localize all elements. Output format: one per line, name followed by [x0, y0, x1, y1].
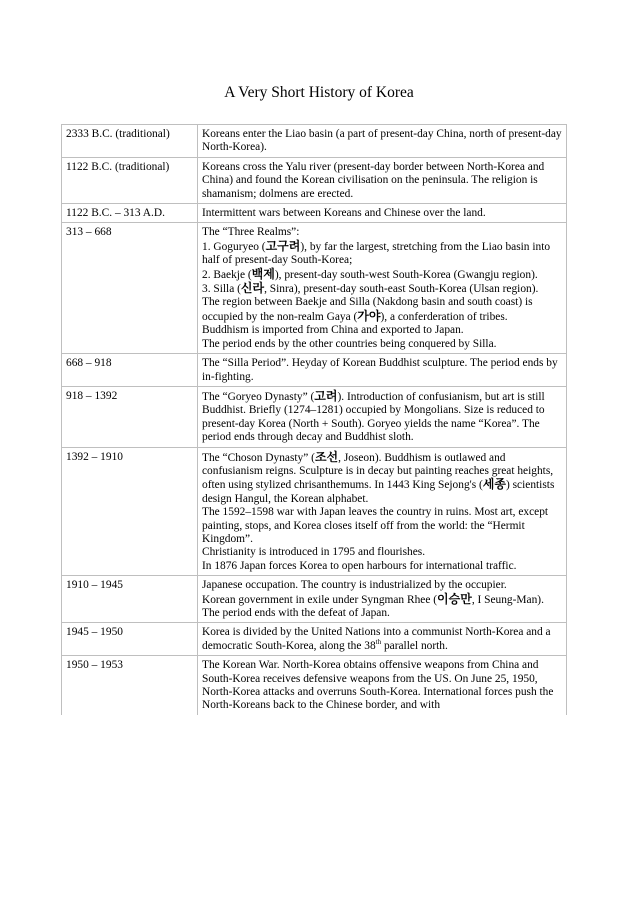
period-cell: 2333 B.C. (traditional) — [62, 125, 198, 158]
description-cell: Intermittent wars between Koreans and Chinese over the land. — [198, 204, 567, 223]
three-realms-tail: Buddhism is imported from China and exported to Japan. The period ends by the other countries being conquered by Silla. — [202, 324, 497, 350]
table-row — [62, 447, 567, 576]
korean-text: 백제 — [251, 266, 275, 281]
superscript: th — [375, 638, 382, 647]
table-row — [62, 157, 567, 203]
period-cell: 313 – 668 — [62, 223, 198, 354]
table-row — [62, 576, 567, 623]
period-cell: 1950 – 1953 — [62, 656, 198, 715]
text-fragment: , I Seung-Man). The period ends with the defeat of Japan. — [202, 593, 544, 619]
text-fragment: The “Choson Dynasty” ( — [202, 451, 315, 464]
description-cell — [198, 386, 567, 447]
korean-text: 신라 — [240, 281, 265, 296]
text-fragment: , Joseon). Buddhism is outlawed and confusianism reigns. Sculpture is in decay but painting reaches great heights, often using stylized chrisanthemums. In 1443 King Sejong's ( — [202, 451, 554, 492]
text-fragment: ) scientists design Hangul, the Korean alphabet. The 1592–1598 war with Japan leaves the country in ruins. Most art, except painting, stops, and Korea closes itself off from the world: the “Hermit Kingdom”. Christianity is introduced in 1795 and flourishes. In 1876 Japan forces Korea to open harbours for international traffic. — [202, 479, 555, 572]
text-fragment: parallel north. — [381, 639, 448, 652]
description-cell: Koreans cross the Yalu river (present-day border between North-Korea and China) and found the Korean civilisation on the peninsula. The religion is shamanism; dolmens are erected. — [198, 157, 567, 203]
description-cell — [198, 447, 567, 576]
description-cell — [198, 576, 567, 623]
text-fragment: , Sinra), present-day south-east South-Korea (Ulsan region). — [264, 283, 539, 296]
korean-text: 고구려 — [265, 238, 301, 253]
korean-text: 고려 — [314, 388, 338, 403]
table-row — [62, 623, 567, 656]
text-fragment: 1. Goguryeo ( — [202, 240, 266, 253]
period-cell: 1945 – 1950 — [62, 623, 198, 656]
description-cell — [198, 623, 567, 656]
page-title: A Very Short History of Korea — [224, 84, 414, 101]
description-cell: Koreans enter the Liao basin (a part of present-day China, north of present-day North-Korea). — [198, 125, 567, 158]
table-row — [62, 125, 567, 158]
table-row — [62, 656, 567, 715]
text-fragment: Japanese occupation. The country is industrialized by the occupier. Korean government in exile under Syngman Rhee ( — [202, 579, 507, 606]
text-fragment: ), present-day south-west South-Korea (Gwangju region). — [274, 268, 538, 281]
period-cell: 1122 B.C. – 313 A.D. — [62, 204, 198, 223]
text-fragment: 3. Silla ( — [202, 283, 241, 296]
text-fragment: The “Goryeo Dynasty” ( — [202, 390, 315, 403]
text-fragment: ). Introduction of confusianism, but art is still Buddhist. Briefly (1274–1281) occupied by Mongolians. Size is reduced to present-day Korea (North + South). Goryeo yields the name “Korea”. The period ends through decay and Buddhist sloth. — [202, 390, 545, 444]
table-row — [62, 204, 567, 223]
goguryeo-text — [202, 238, 551, 267]
korean-text: 가야 — [357, 308, 381, 323]
three-realms-intro: The “Three Realms”: — [202, 226, 300, 239]
description-cell — [198, 223, 567, 354]
text-fragment: The region between Baekje and Silla (Nakdong basin and south coast) is occupied by the non-realm Gaya ( — [202, 296, 533, 323]
baekje-text — [202, 266, 538, 281]
period-cell: 1392 – 1910 — [62, 447, 198, 576]
table-row — [62, 386, 567, 447]
korean-text: 이승만 — [437, 591, 472, 606]
period-cell: 1122 B.C. (traditional) — [62, 157, 198, 203]
description-cell: The “Silla Period”. Heyday of Korean Buddhist sculpture. The period ends by in-fighting. — [198, 354, 567, 387]
silla-text — [202, 283, 538, 295]
gaya-text — [202, 296, 533, 322]
korean-text: 조선 — [314, 449, 339, 464]
text-fragment: Korea is divided by the United Nations into a communist North-Korea and a democratic South-Korea, along the 38 — [202, 626, 551, 652]
text-fragment: 2. Baekje ( — [202, 268, 252, 281]
description-cell: The Korean War. North-Korea obtains offensive weapons from China and South-Korea receives defensive weapons from the US. On June 25, 1950, North-Korea attacks and overruns South-Korea. International forces push the North-Koreans back to the Chinese border, and with — [198, 656, 567, 715]
history-table — [61, 124, 567, 715]
table-row — [62, 354, 567, 387]
table-row — [62, 223, 567, 354]
text-fragment: ), a conferderation of tribes. — [380, 310, 508, 323]
text-fragment: ), by far the largest, stretching from the Liao basin into half of present-day South-Korea; — [202, 240, 551, 267]
period-cell: 1910 – 1945 — [62, 576, 198, 623]
korean-text: 세종 — [482, 477, 506, 492]
period-cell: 918 – 1392 — [62, 386, 198, 447]
period-cell: 668 – 918 — [62, 354, 198, 387]
